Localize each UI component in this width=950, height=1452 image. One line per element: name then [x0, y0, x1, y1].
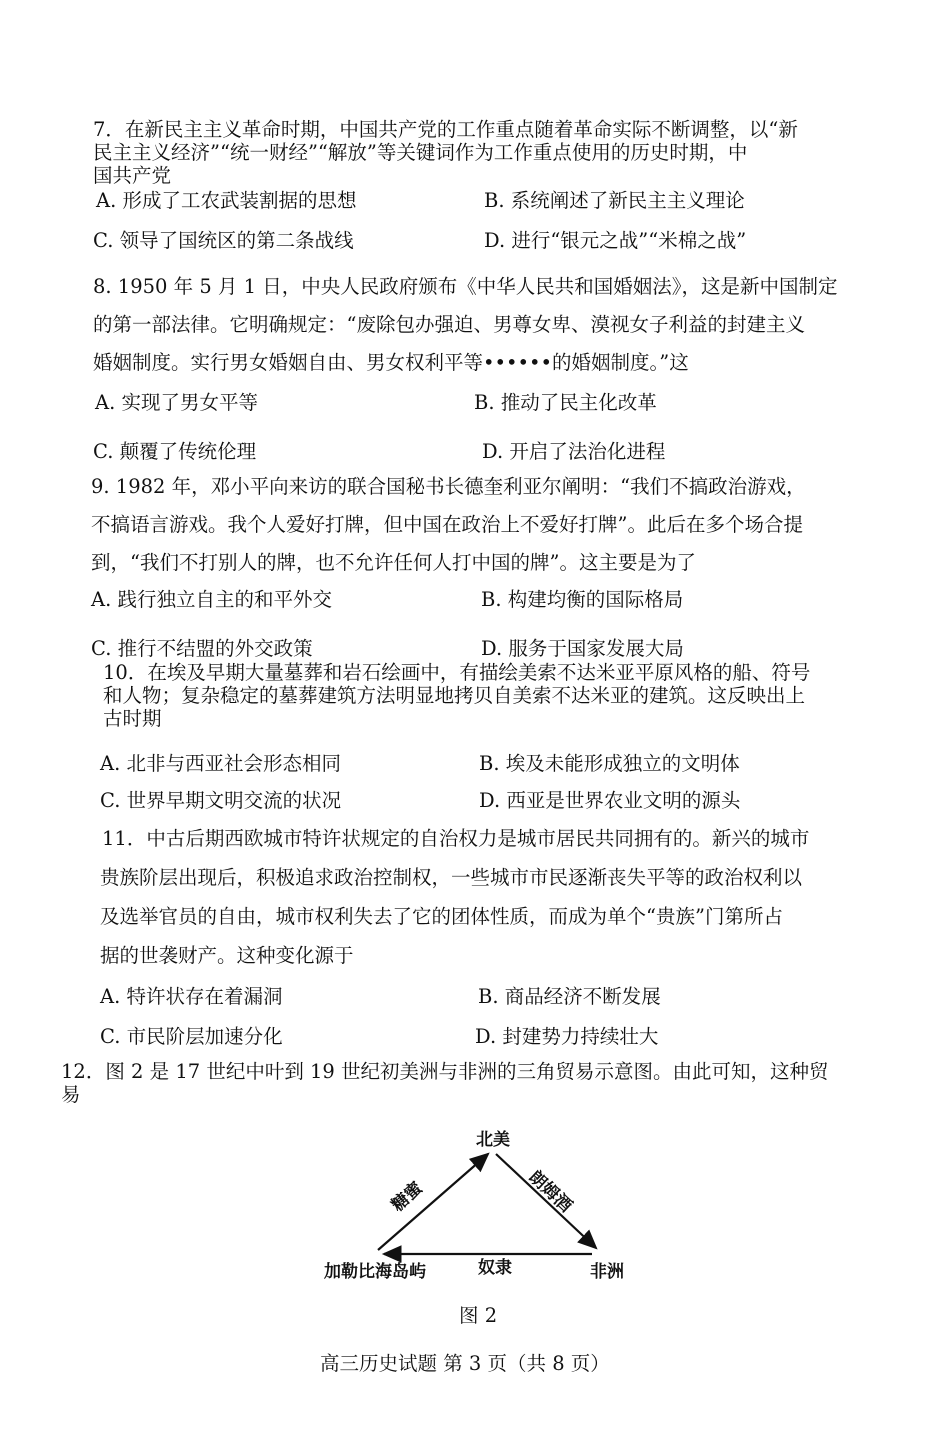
q11-stem-line1: 11．中古后期西欧城市特许状规定的自治权力是城市居民共同拥有的。新兴的城市: [102, 827, 810, 850]
edge-rum-label: 朗姆酒: [524, 1167, 576, 1217]
q8-stem-line1: 8. 1950 年 5 月 1 日，中央人民政府颁布《中华人民共和国婚姻法》，这是新中国制定: [93, 275, 838, 298]
q11-option-a: A. 特许状存在着漏洞: [100, 985, 283, 1008]
q10-option-c: C. 世界早期文明交流的状况: [100, 789, 342, 812]
q7-stem-line2: 民主主义经济”“统一财经”“解放”等关键词作为工作重点使用的历史时期，中: [93, 141, 748, 164]
q11-option-b: B. 商品经济不断发展: [478, 985, 661, 1008]
q12-stem-line1: 12．图 2 是 17 世纪中叶到 19 世纪初美洲与非洲的三角贸易示意图。由此可知，这种贸: [61, 1060, 829, 1083]
q9-option-d: D. 服务于国家发展大局: [481, 637, 684, 660]
q10-option-b: B. 埃及未能形成独立的文明体: [479, 752, 740, 775]
q7-option-c: C. 领导了国统区的第二条战线: [93, 229, 354, 252]
q7-option-a: A. 形成了工农武装割据的思想: [96, 189, 357, 212]
q11-option-c: C. 市民阶层加速分化: [100, 1025, 283, 1048]
q7-stem-line3: 国共产党: [93, 164, 172, 187]
q9-option-c: C. 推行不结盟的外交政策: [91, 637, 313, 660]
q10-stem-line1: 10．在埃及早期大量墓葬和岩石绘画中，有描绘美索不达米亚平原风格的船、符号: [103, 661, 811, 684]
q8-option-c: C. 颠覆了传统伦理: [93, 440, 257, 463]
q7-option-b: B. 系统阐述了新民主主义理论: [484, 189, 745, 212]
node-caribbean-label: 加勒比海岛屿: [324, 1262, 426, 1282]
q8-option-d: D. 开启了法治化进程: [482, 440, 666, 463]
q11-stem-line3: 及选举官员的自由，城市权利失去了它的团体性质，而成为单个“贵族”门第所占: [100, 905, 783, 928]
q11-stem-line2: 贵族阶层出现后，积极追求政治控制权，一些城市市民逐渐丧失平等的政治权利以: [100, 866, 803, 889]
edge-slaves-label: 奴隶: [478, 1258, 512, 1278]
triangle-trade-diagram: [0, 1120, 950, 1320]
node-africa-label: 非洲: [590, 1262, 624, 1282]
q7-option-d: D. 进行“银元之战”“米棉之战”: [484, 229, 747, 252]
q9-option-b: B. 构建均衡的国际格局: [481, 588, 684, 611]
page-footer: 高三历史试题 第 3 页（共 8 页）: [320, 1352, 610, 1375]
q9-stem-line1: 9. 1982 年，邓小平向来访的联合国秘书长德奎利亚尔阐明：“我们不搞政治游戏，: [91, 475, 806, 498]
q10-option-a: A. 北非与西亚社会形态相同: [100, 752, 341, 775]
q10-stem-line2: 和人物；复杂稳定的墓葬建筑方法明显地拷贝自美索不达米亚的建筑。这反映出上: [103, 684, 806, 707]
q12-stem-line2: 易: [61, 1083, 81, 1106]
q9-stem-line3: 到，“我们不打别人的牌，也不允许任何人打中国的牌”。这主要是为了: [91, 551, 696, 574]
q7-stem-line1: 7．在新民主主义革命时期，中国共产党的工作重点随着革命实际不断调整，以“新: [93, 118, 798, 141]
q11-option-d: D. 封建势力持续壮大: [475, 1025, 659, 1048]
q9-stem-line2: 不搞语言游戏。我个人爱好打牌，但中国在政治上不爱好打牌”。此后在多个场合提: [91, 513, 803, 536]
q8-stem-line3: 婚姻制度。实行男女婚姻自由、男女权利平等••••••的婚姻制度。”这: [93, 351, 689, 374]
node-north-america-label: 北美: [476, 1130, 510, 1150]
figure-caption: 图 2: [459, 1304, 498, 1327]
q11-stem-line4: 据的世袭财产。这种变化源于: [100, 944, 354, 967]
q8-stem-line2: 的第一部法律。它明确规定：“废除包办强迫、男尊女卑、漠视女子利益的封建主义: [93, 313, 805, 336]
q9-option-a: A. 践行独立自主的和平外交: [91, 588, 332, 611]
q10-stem-line3: 古时期: [103, 707, 162, 730]
q8-option-a: A. 实现了男女平等: [95, 391, 258, 414]
q10-option-d: D. 西亚是世界农业文明的源头: [479, 789, 741, 812]
q8-option-b: B. 推动了民主化改革: [474, 391, 657, 414]
edge-molasses-label: 糖蜜: [387, 1178, 427, 1216]
